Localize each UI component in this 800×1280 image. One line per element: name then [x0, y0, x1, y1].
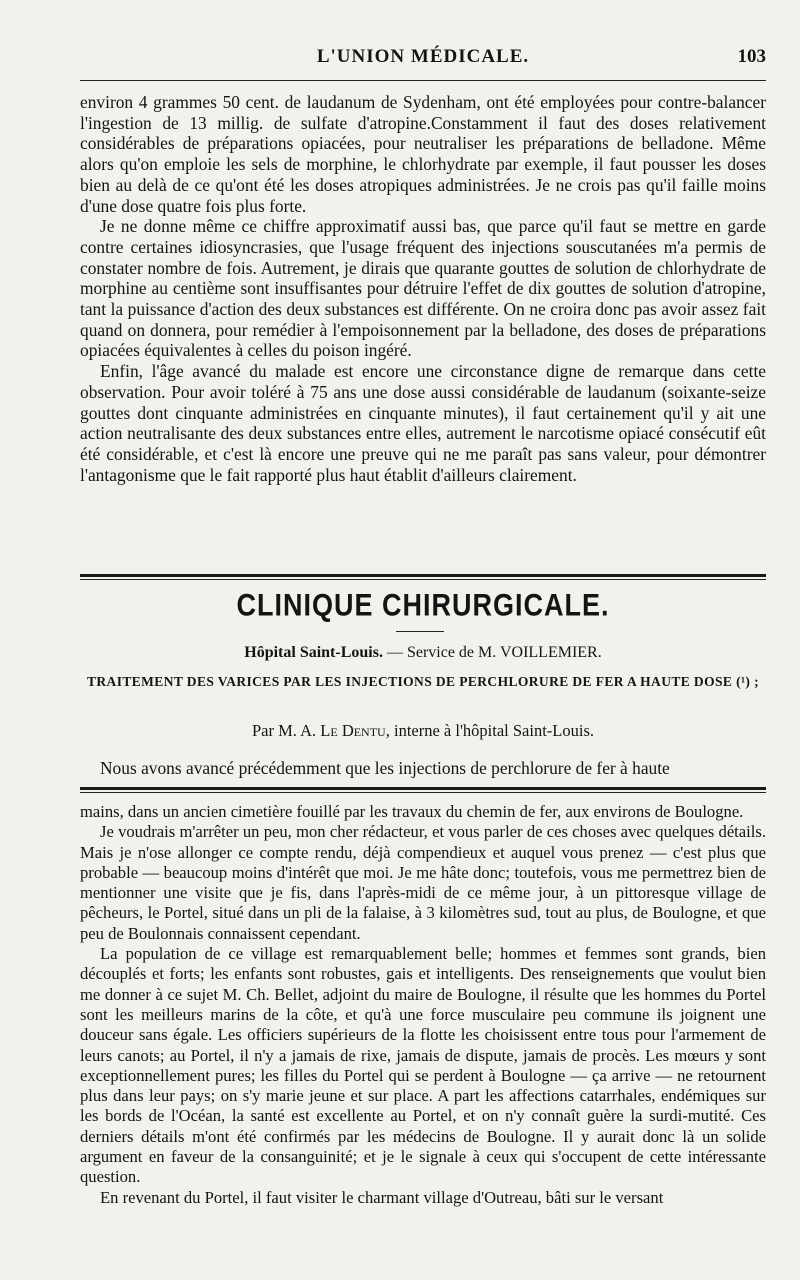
- paragraph: environ 4 grammes 50 cent. de laudanum de Sydenham, ont été employées pour contre-balancer l'ingestion de 13 millig. de sulfate d'atropine.Constamment il faut des doses relativement considérables de préparations opiacées, pour neutraliser les préparations de belladone. Même alors qu'on emploie les sels de morphine, le chlorhydrate par exemple, il faut pousser les doses bien au delà de ce qu'ont été les doses atropiques administrées. Je ne crois pas qu'il faille moins d'une dose quatre fois plus forte.: [80, 92, 766, 216]
- section-rule-top: [80, 574, 766, 577]
- byline: [80, 721, 766, 741]
- author-name: Le Dentu: [320, 721, 386, 740]
- running-title: L'UNION MÉDICALE.: [316, 46, 530, 67]
- page-number: 103: [737, 46, 766, 67]
- paragraph: En revenant du Portel, il faut visiter le charmant village d'Outreau, bâti sur le versant: [100, 1187, 664, 1207]
- byline-suffix: , interne à l'hôpital Saint-Louis.: [385, 721, 594, 740]
- paragraph: Je ne donne même ce chiffre approximatif aussi bas, que parce qu'il faut se mettre en garde contre certaines idiosyncrasies, que l'usage fréquent des injections souscutanées m'a permis de constater nombre de fois. Autrement, je dirais que quarante gouttes de solution de chlorhydrate de morphine au centième sont insuffisantes pour détruire l'effet de dix gouttes de solution d'atropine, tant la puissance d'action des deux substances est différente. On ne croira donc pas avoir assez fait quand on donnera, pour remédier à l'empoisonnement par la belladone, des doses de préparations opiacées équivalentes à celles du poison ingéré.: [80, 216, 766, 361]
- article-title: TRAITEMENT DES VARICES PAR LES INJECTIONS DE PERCHLORURE DE FER A HAUTE DOSE (¹) ;: [87, 674, 759, 689]
- paragraph: Enfin, l'âge avancé du malade est encore une circonstance digne de remarque dans cette observation. Pour avoir toléré à 75 ans une dose aussi considérable de laudanum (soixante-seize gouttes dont cinquante administrées en cinquante minutes), il faut certainement qu'il y ait une action neutralisante des deux substances entre elles, autrement le narcotisme opiacé consécutif eût été considérable, et c'est là encore une preuve qui ne me paraît pas sans valeur, pour démontrer l'antagonisme que le fait rapporté plus haut établit d'ailleurs clairement.: [80, 361, 766, 485]
- section-title: CLINIQUE CHIRURGICALE.: [236, 587, 610, 623]
- feuilleton-text: [80, 802, 766, 1208]
- short-divider: [396, 631, 444, 632]
- article-lead-line: Nous avons avancé précédemment que les injections de perchlorure de fer à haute: [100, 758, 670, 778]
- paragraph: mains, dans un ancien cimetière fouillé par les travaux du chemin de fer, aux environs de Boulogne.: [80, 802, 744, 821]
- page-header: [80, 46, 766, 74]
- hospital-service-line: [80, 644, 766, 662]
- feuilleton-rule: [80, 787, 766, 790]
- upper-article-text: [80, 92, 766, 485]
- header-rule: [80, 80, 766, 81]
- paragraph: Je voudrais m'arrêter un peu, mon cher rédacteur, et vous parler de ces choses avec quelques détails. Mais je n'ose allonger ce compte rendu, déjà compendieux et auquel vous prenez — c'est plus que probable — beaucoup moins d'intérêt que moi. Je me hâte donc; toutefois, vous me permettrez bien de mentionner une visite que je fis, dans l'après-midi de ce même jour, à un pittoresque village de pêcheurs, le Portel, situé dans un pli de la falaise, à 3 kilomètres sud, tout au plus, de Boulogne, et que peu de Boulonnais connaissent cependant.: [80, 822, 766, 943]
- feuilleton-rule-thin: [80, 792, 766, 793]
- byline-prefix: Par M. A.: [251, 721, 321, 740]
- service-name: — Service de M. VOILLEMIER.: [382, 644, 602, 661]
- section-rule-top-thin: [80, 579, 766, 580]
- paragraph: La population de ce village est remarquablement belle; hommes et femmes sont grands, bien découplés et forts; les enfants sont robustes, gais et intelligents. Des renseignements que voulut bien me donner à ce sujet M. Ch. Bellet, adjoint du maire de Boulogne, il résulte que les hommes du Portel sont les meilleurs marins de la côte, et qu'à une force musculaire peu commune ils joignent une douceur sans égale. Les officiers supérieurs de la flotte les choisissent entre tous pour l'armement de leurs canots; au Portel, il n'y a jamais de rixe, jamais de dispute, jamais de procès. Les mœurs y sont exceptionnellement pures; les filles du Portel qui se perdent à Boulogne — ça arrive — ne retournent plus dans leur pays; on s'y marie jeune et sur place. A part les affections catarrhales, endémiques sur les bords de l'Océan, la santé est excellente au Portel, et on n'y connaît guère la surdi-mutité. Ces derniers détails m'ont été confirmés par les médecins de Boulogne. Il y aurait donc là un solide argument en faveur de la consanguinité; et je le signale à ceux qui s'occupent de cette intéressante question.: [80, 944, 766, 1187]
- hospital-name: Hôpital Saint-Louis.: [244, 644, 383, 661]
